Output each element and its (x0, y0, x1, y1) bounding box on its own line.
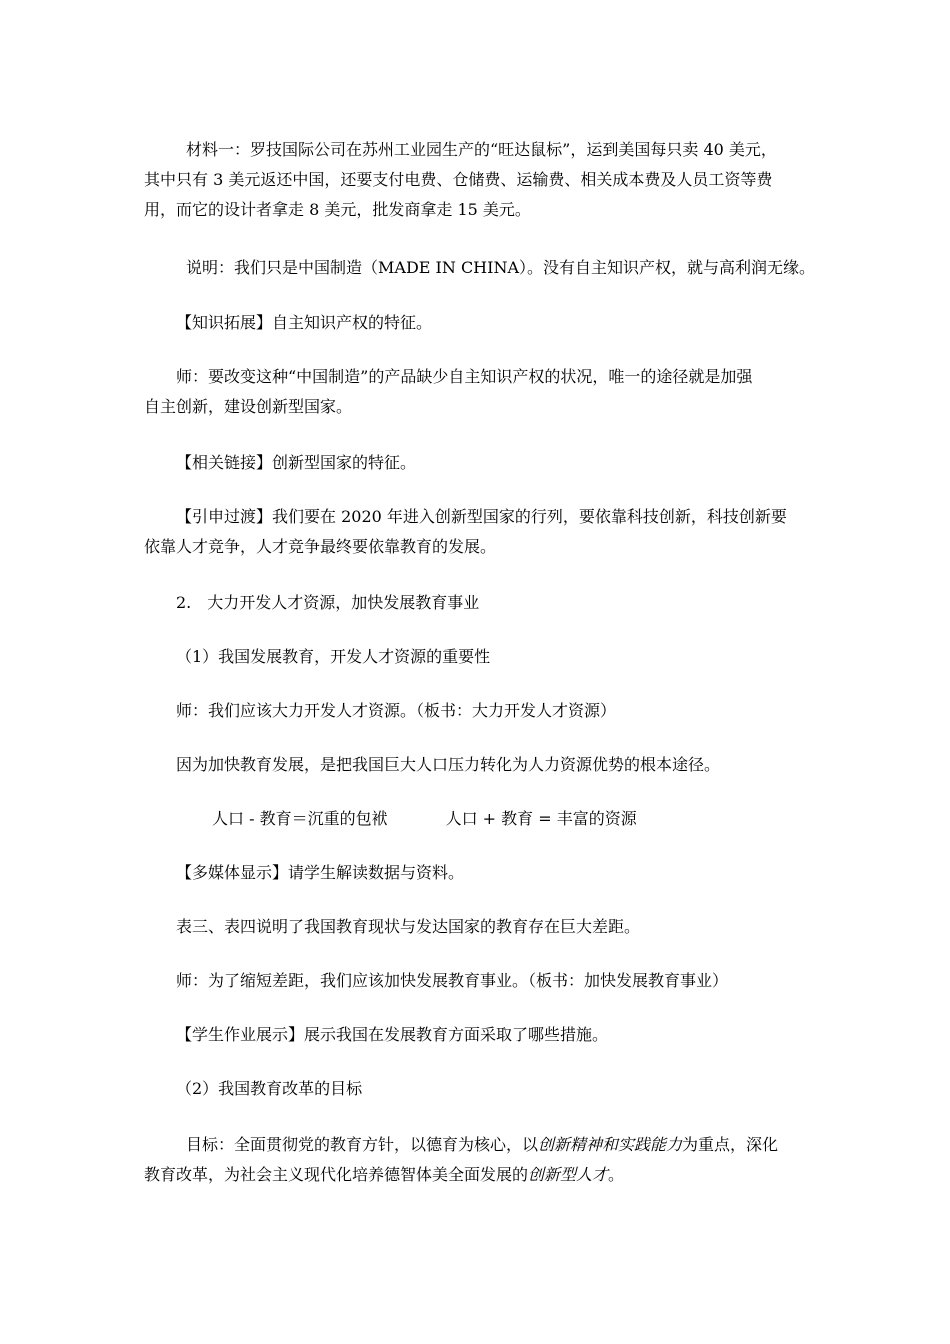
subsection-2-heading (144, 1074, 809, 1104)
transition-paragraph (144, 502, 809, 562)
formula-paragraph (144, 804, 809, 834)
section-2-heading-text: 2. 大力开发人才资源，加快发展教育事业 (176, 593, 480, 612)
knowledge-extension-text: 【知识拓展】自主知识产权的特征。 (176, 313, 433, 332)
teacher-remark-paragraph-1 (144, 362, 809, 422)
transition-line-2: 依靠人才竞争，人才竞争最终要依靠教育的发展。 (144, 537, 497, 556)
teacher-remark-3-text: 师：为了缩短差距，我们应该加快发展教育事业。（板书：加快发展教育事业） (176, 971, 729, 990)
formula-right: 人口 + 教育 = 丰富的资源 (445, 809, 637, 828)
related-link-paragraph (144, 448, 809, 478)
goal-line-1-end: 为重点，深化 (682, 1135, 779, 1154)
knowledge-extension-paragraph (144, 308, 809, 338)
multimedia-text: 【多媒体显示】请学生解读数据与资料。 (176, 863, 465, 882)
material-one-paragraph (144, 135, 809, 225)
homework-paragraph (144, 1020, 809, 1050)
goal-paragraph (144, 1130, 809, 1190)
goal-emphasis-talent: 创新型人才 (528, 1165, 609, 1184)
goal-line-2-text: 教育改革，为社会主义现代化培养德智体美全面发展的 (144, 1165, 529, 1184)
material-one-line-1: 材料一：罗技国际公司在苏州工业园生产的“旺达鼠标”，运到美国每只卖 40 美元， (186, 140, 777, 159)
explanation-paragraph (144, 253, 816, 283)
subsection-2-heading-text: （2）我国教育改革的目标 (176, 1079, 363, 1098)
material-one-line-3: 用，而它的设计者拿走 8 美元，批发商拿走 15 美元。 (144, 200, 531, 219)
related-link-text: 【相关链接】创新型国家的特征。 (176, 453, 417, 472)
teacher-remark-2-text: 师：我们应该大力开发人才资源。（板书：大力开发人才资源） (176, 701, 617, 720)
tables-note-text: 表三、表四说明了我国教育现状与发达国家的教育存在巨大差距。 (176, 917, 641, 936)
teacher-remark-paragraph-2 (144, 696, 809, 726)
section-2-heading (144, 588, 809, 618)
reason-paragraph (144, 750, 809, 780)
multimedia-paragraph (144, 858, 809, 888)
explanation-text: 说明：我们只是中国制造（MADE IN CHINA）。没有自主知识产权，就与高利润无缘。 (186, 258, 816, 277)
reason-text: 因为加快教育发展，是把我国巨大人口压力转化为人力资源优势的根本途径。 (176, 755, 721, 774)
teacher-remark-1-line-2: 自主创新，建设创新型国家。 (144, 397, 353, 416)
formula-left: 人口 - 教育＝沉重的包袱 (212, 809, 388, 828)
transition-line-1: 【引申过渡】我们要在 2020 年进入创新型国家的行列，要依靠科技创新，科技创新要 (176, 507, 787, 526)
teacher-remark-1-line-1: 师：要改变这种“中国制造”的产品缺少自主知识产权的状况，唯一的途径就是加强 (176, 367, 753, 386)
teacher-remark-paragraph-3 (144, 966, 809, 996)
subsection-1-heading (144, 642, 809, 672)
material-one-line-2: 其中只有 3 美元返还中国，还要支付电费、仓储费、运输费、相关成本费及人员工资等费 (144, 170, 773, 189)
goal-line-2-end: 。 (608, 1165, 625, 1184)
tables-note-paragraph (144, 912, 809, 942)
goal-line-1-text: 目标：全面贯彻党的教育方针，以德育为核心，以 (186, 1135, 539, 1154)
goal-emphasis-innovation: 创新精神和实践能力 (538, 1135, 683, 1154)
subsection-1-heading-text: （1）我国发展教育，开发人才资源的重要性 (176, 647, 491, 666)
homework-text: 【学生作业展示】展示我国在发展教育方面采取了哪些措施。 (176, 1025, 609, 1044)
